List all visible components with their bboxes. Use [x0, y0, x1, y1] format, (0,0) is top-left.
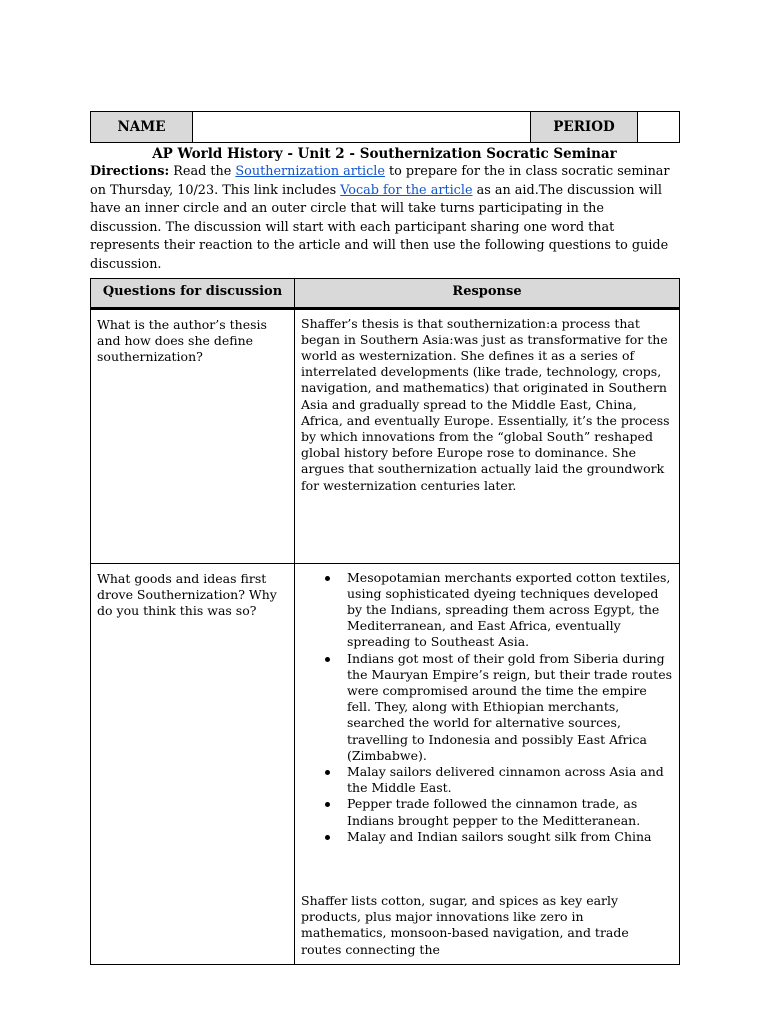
- period-field[interactable]: [638, 112, 680, 143]
- bullet-icon: [325, 835, 330, 840]
- list-item: [347, 829, 673, 845]
- response-cell[interactable]: Shaffer’s thesis is that southernization:a process that began in Southern Asia:was just as transformative for the world as westernization. She defines it as a series of interrelated developments (like trade, technology, crops, navigation, and mathematics) that originated in Southern Asia and gradually spread to the Middle East, China, Africa, and eventually Europe. Essentially, it’s the process by which innovations from the “global South” reshaped global history before Europe rose to dominance. She argues that southernization actually laid the groundwork for westernization centuries later.: [295, 308, 680, 563]
- response-bullet-list: [301, 570, 673, 845]
- page-title: AP World History - Unit 2 - Southernization Socratic Seminar: [152, 146, 617, 162]
- questions-header: Questions for discussion: [91, 278, 295, 308]
- directions-part3: as an aid.The discussion will have an inner circle and an outer circle that will take turns participating in the discussion. The discussion will start with each participant sharing one word that represents their reaction to the article and will then use the following questions to guide discussion.: [90, 182, 669, 272]
- response-cell[interactable]: [295, 563, 680, 964]
- directions-part2: to prepare for the in class socratic seminar on Thursday, 10/23. This link includes: [90, 164, 670, 198]
- bullet-icon: [325, 657, 330, 662]
- list-item: [347, 651, 673, 764]
- response-header: Response: [295, 278, 680, 308]
- bullet-icon: [325, 802, 330, 807]
- period-label: PERIOD: [531, 112, 638, 143]
- bullet-text: Malay and Indian sailors sought silk from China: [347, 828, 652, 844]
- southernization-article-link[interactable]: Southernization article: [235, 164, 385, 179]
- question-cell: What is the author’s thesis and how does she define southernization?: [91, 308, 295, 563]
- directions-label: Directions:: [90, 164, 170, 179]
- bullet-text: Mesopotamian merchants exported cotton textiles, using sophisticated dyeing techniques developed by the Indians, spreading them across Egypt, the Mediterranean, and East Africa, eventually spreading to Southeast Asia.: [347, 569, 671, 650]
- table-row: [91, 563, 680, 964]
- question-cell: What goods and ideas first drove Southernization? Why do you think this was so?: [91, 563, 295, 964]
- bullet-text: Malay sailors delivered cinnamon across Asia and the Middle East.: [347, 764, 664, 796]
- name-label: NAME: [91, 112, 193, 143]
- directions-part1: Read the: [169, 164, 236, 179]
- worksheet: [90, 111, 679, 965]
- bullet-icon: [325, 576, 330, 581]
- response-summary: Shaffer lists cotton, sugar, and spices as key early products, plus major innovations like zero in mathematics, monsoon-based navigation, and trade routes connecting the: [301, 893, 629, 957]
- vocab-link[interactable]: Vocab for the article: [340, 182, 473, 198]
- bullet-text: Indians got most of their gold from Siberia during the Mauryan Empire’s reign, but their trade routes were compromised around the time the empire fell. They, along with Ethiopian merchants, searched the world for alternative sources, travelling to Indonesia and possibly East Africa (Zimbabwe).: [347, 650, 673, 763]
- list-item: [347, 796, 673, 828]
- bullet-text: Pepper trade followed the cinnamon trade, as Indians brought pepper to the Meditteranean.: [347, 796, 641, 828]
- list-item: [347, 570, 673, 651]
- name-field[interactable]: [193, 112, 531, 143]
- name-period-table: [90, 111, 680, 143]
- directions-text: [90, 163, 679, 275]
- bullet-icon: [325, 770, 330, 775]
- table-row: [91, 308, 680, 563]
- discussion-table: [90, 278, 680, 965]
- list-item: [347, 764, 673, 796]
